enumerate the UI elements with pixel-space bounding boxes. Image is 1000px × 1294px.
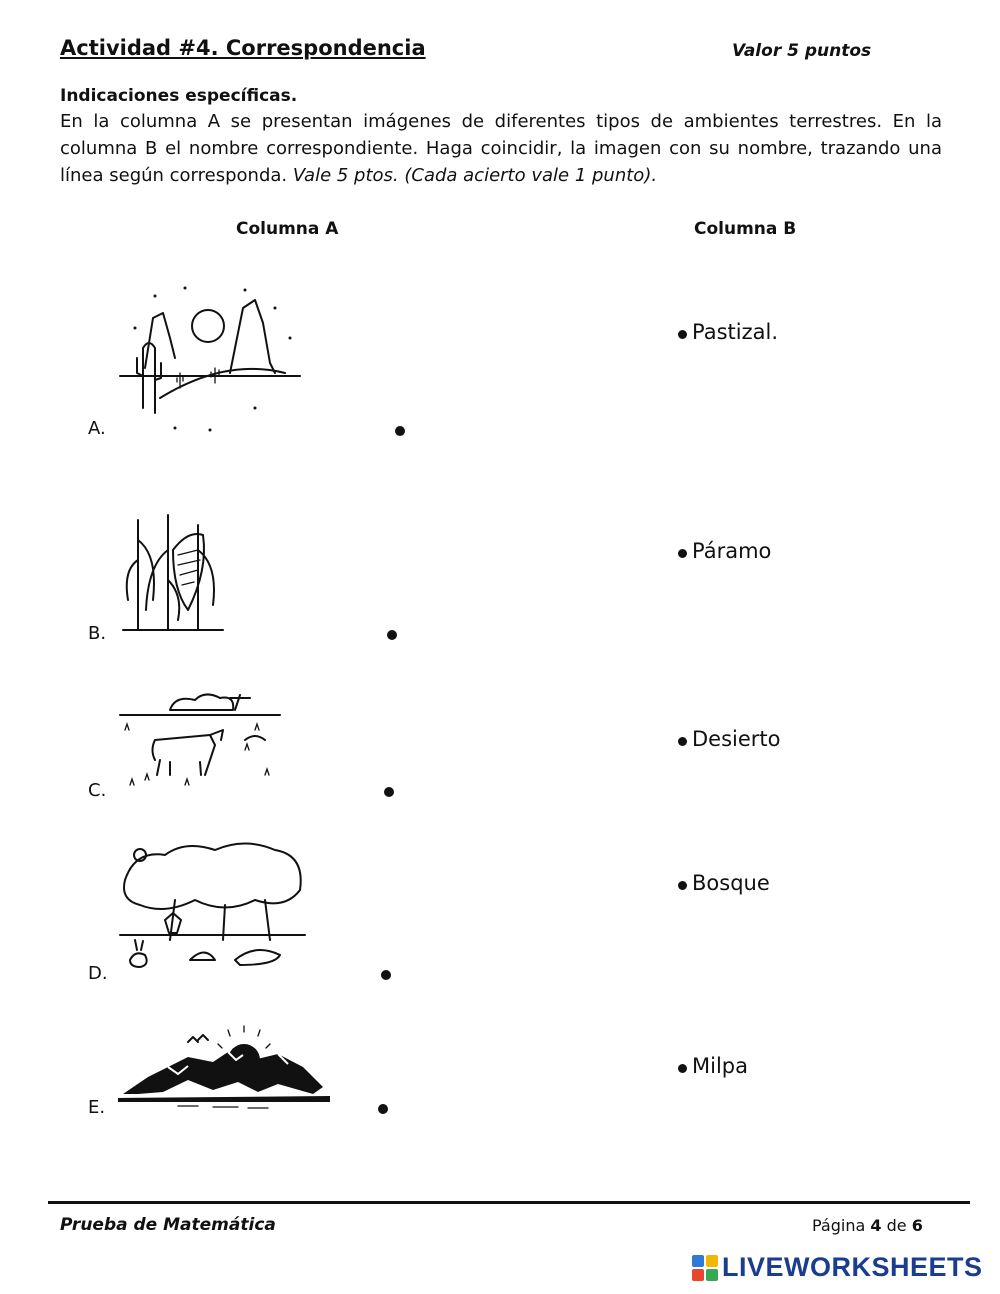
forest-image [115,835,310,975]
page-indicator [812,1216,923,1235]
instructions-heading: Indicaciones específicas. [60,86,298,106]
desert-image [115,278,305,438]
page-total: 6 [911,1216,923,1235]
option-paramo-dot[interactable] [678,549,687,558]
footer-divider [48,1201,970,1204]
option-bosque-label: Bosque [692,871,770,895]
item-e-letter: E. [88,1097,106,1118]
page-mid: de [886,1216,907,1235]
item-a-letter: A. [88,418,106,439]
grassland-image [115,690,285,795]
item-d-letter: D. [88,963,108,984]
item-a-dot[interactable] [395,426,405,436]
activity-value: Valor 5 puntos [732,41,872,61]
page-prefix: Página [812,1216,866,1235]
item-c-dot[interactable] [384,787,394,797]
column-b-header: Columna B [694,219,797,239]
option-pastizal-dot[interactable] [678,330,687,339]
liveworksheets-wordmark: LIVEWORKSHEETS [722,1252,983,1282]
option-paramo[interactable] [678,539,771,563]
option-milpa-label: Milpa [692,1054,748,1078]
instructions-score: Vale 5 ptos. (Cada acierto vale 1 punto). [292,165,658,186]
liveworksheets-brand [692,1252,983,1283]
liveworksheets-logo-icon [692,1255,718,1281]
item-c-letter: C. [88,780,107,801]
option-bosque-dot[interactable] [678,881,687,890]
option-pastizal-label: Pastizal. [692,320,778,344]
item-b-dot[interactable] [387,630,397,640]
column-a-header: Columna A [236,219,339,239]
option-desierto-label: Desierto [692,727,781,751]
corn-image [118,510,228,635]
page-current: 4 [870,1216,882,1235]
footer-subject: Prueba de Matemática [60,1215,276,1235]
option-desierto-dot[interactable] [678,737,687,746]
activity-title: Actividad #4. Correspondencia [60,36,426,60]
option-milpa-dot[interactable] [678,1064,687,1073]
paramo-image [118,1022,330,1114]
instructions-main: En la columna A se presentan imágenes de diferentes tipos de ambientes terrestres. En la columna B el nombre correspondiente. Haga coincidir, la imagen con su nombre, trazando una línea según corresponda. [60,111,942,186]
option-desierto[interactable] [678,727,781,751]
option-bosque[interactable] [678,871,770,895]
option-milpa[interactable] [678,1054,748,1078]
item-b-letter: B. [88,623,107,644]
item-e-dot[interactable] [378,1104,388,1114]
instructions-text [60,108,942,189]
item-d-dot[interactable] [381,970,391,980]
option-pastizal[interactable] [678,320,778,344]
option-paramo-label: Páramo [692,539,772,563]
